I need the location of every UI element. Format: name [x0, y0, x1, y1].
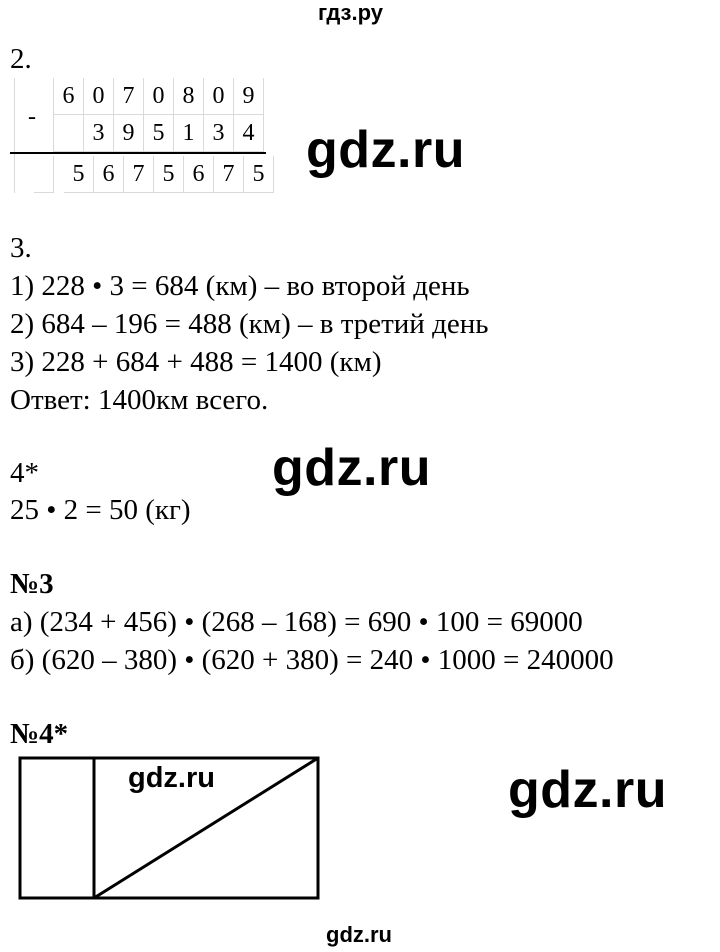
difference-digit-2: 5 [64, 156, 94, 193]
minuend-digit-5: 8 [174, 78, 204, 115]
minuend-digit-4: 0 [144, 78, 174, 115]
watermark-2: gdz.ru [272, 439, 431, 497]
watermark-4: gdz.ru [508, 761, 667, 819]
minuend-digit-3: 7 [114, 78, 144, 115]
section-3-line-2: 2) 684 – 196 = 488 (км) – в третий день [10, 308, 489, 340]
section-3-answer: Ответ: 1400км всего. [10, 384, 269, 416]
section-4-number: 4* [10, 457, 39, 489]
task-3-title: №3 [10, 568, 54, 600]
task-3-line-b: б) (620 – 380) • (620 + 380) = 240 • 1000 = 240000 [10, 644, 614, 676]
section-4-line: 25 • 2 = 50 (кг) [10, 494, 191, 526]
minuend-digit-6: 0 [204, 78, 234, 115]
task-4-title: №4* [10, 718, 69, 750]
watermark-1: gdz.ru [306, 121, 465, 179]
minuend-digit-7: 9 [234, 78, 264, 115]
minuend-digit-1: 6 [54, 78, 84, 115]
subtrahend-digit-3: 9 [114, 115, 144, 152]
watermark-3: gdz.ru [128, 762, 215, 794]
subtrahend-digit-2: 3 [84, 115, 114, 152]
subtrahend-digit-6: 3 [204, 115, 234, 152]
subtrahend-digit-5: 1 [174, 115, 204, 152]
subtraction-rule [10, 152, 266, 154]
difference-digit-7: 7 [214, 156, 244, 193]
grid-operator-border [53, 78, 54, 152]
minuend-digit-2: 0 [84, 78, 114, 115]
grid-left-border [14, 78, 15, 193]
difference-digit-3: 6 [94, 156, 124, 193]
header-site-label: гдз.ру [318, 0, 383, 25]
watermark-5: gdz.ru [326, 922, 392, 947]
subtrahend-digit-7: 4 [234, 115, 264, 152]
section-3-line-1: 1) 228 • 3 = 684 (км) – во второй день [10, 270, 470, 302]
difference-digit-4: 7 [124, 156, 154, 193]
subtrahend-digit-1 [54, 115, 84, 152]
difference-digit-1 [34, 156, 54, 193]
difference-digit-5: 5 [154, 156, 184, 193]
minus-sign: - [28, 104, 36, 130]
section-3-number: 3. [10, 232, 32, 264]
subtrahend-digit-4: 5 [144, 115, 174, 152]
difference-digit-6: 6 [184, 156, 214, 193]
section-2-number: 2. [10, 43, 32, 75]
difference-digit-8: 5 [244, 156, 274, 193]
section-3-line-3: 3) 228 + 684 + 488 = 1400 (км) [10, 346, 382, 378]
task-3-line-a: а) (234 + 456) • (268 – 168) = 690 • 100 = 69000 [10, 606, 583, 638]
